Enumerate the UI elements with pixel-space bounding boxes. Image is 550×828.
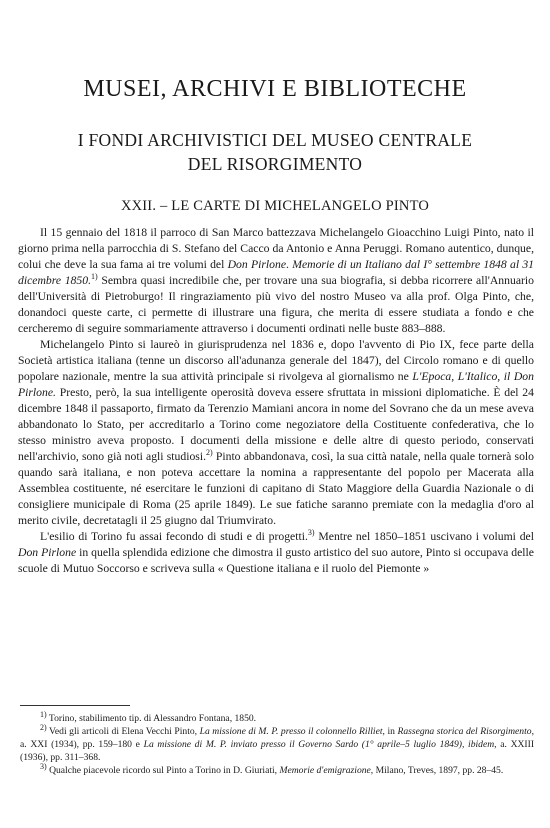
p2-text-e: Pinto abbandonava, così, la sua città natale, nella quale tornerà solo quando sarà italiana, e non poteva accettare la nomina a rappresentante del popolo per Macerata alla Assemblea costituente, né esercitare le funzioni di capitano di Stato Maggiore della Guardia Nazionale o di consigliere municipale di Roma (25 aprile 1849). Le sue fatiche saranno premiate con la medaglia d'oro al merito civile, decretatagli il 25 giugno dal Triumvirato. [18,450,535,527]
section-title: MUSEI, ARCHIVI E BIBLIOTECHE [83,76,467,102]
paragraph-2 [18,337,534,529]
paragraph-1 [18,225,534,337]
fn2-text-c: , in [382,726,398,737]
footnotes [20,709,535,777]
footnote-ref-2: 2) [206,448,213,458]
p1-italic-title: Don Pirlone [227,258,287,271]
article-title-line-2: DEL RISORGIMENTO [187,154,363,174]
article-body [18,225,534,577]
p1-text-a: Il 15 gennaio del 1818 il parroco di San Marco battezzava Michelangelo Gioacchino Luigi Pinto, nato il giorno prima nella parrocchia di S. Stefano del Cacco da Antonio e Anna Peruggi. Romano autentico, dunque, colui che deve la sua fama ai tre volumi del [18,226,534,271]
footnote-1-number: 1) [40,709,47,719]
p3-italic-title: Don Pirlone [18,546,77,559]
footnote-3-number: 3) [40,761,47,771]
article-subtitle: XXII. – LE CARTE DI MICHELANGELO PINTO [120,198,430,214]
p3-text-e: in quella splendida edizione che dimostra il gusto artistico del suo autore, Pinto si occupava delle scuole di Mutuo Soccorso e scriveva sulla « Questione italiana e il ruolo del Piemonte » [18,546,534,575]
p2-italic-journals: L'Epoca, L'Italico, il Don Pirlone. [18,370,534,399]
article-title-line-1: I FONDI ARCHIVISTICI DEL MUSEO CENTRALE [77,130,473,150]
footnote-3 [20,761,534,777]
p1-text-c: . [286,258,293,271]
footnote-divider [20,705,130,706]
paragraph-3 [18,529,534,577]
fn2-text-a: Vedi gli articoli di Elena Vecchi Pinto, [46,726,200,737]
footnote-2 [20,722,535,764]
fn2-text-e: , a. XXI (1934), pp. 159–180 e [20,726,534,750]
fn2-text-g: , a. XXIII (1936), pp. 311–368. [20,739,535,763]
p3-text-a: L'esilio di Torino fu assai fecondo di studi e di progetti. [40,530,308,543]
footnote-2-number: 2) [40,722,47,732]
p2-text-a: Michelangelo Pinto si laureò in giurisprudenza nel 1836 e, dopo l'avvento di Pio IX, fece parte della Società artistica italiana (tenne un discorso all'adunanza generale del 1847), del Circolo romano e di quello popolare nazionale, mentre la sua attività principale si rivolgeva al giornalismo ne [18,338,534,383]
footnote-ref-3: 3) [307,528,315,538]
article-title [0,128,550,176]
p2-text-c: Presto, però, la sua intelligente operosità doveva essere sfruttata in missioni diplomatiche. È del 24 dicembre 1848 il passaporto, firmato da Terenzio Mamiani ancora in nome del Sovrano che da un mese aveva abbandonato lo Stato, per accreditarlo a Torino come negoziatore della Costituente confederativa, che lo stesso ministro aveva proposto. I documenti della missione e delle altre di questo periodo, conservati nell'archivio, sono già noti agli studiosi. [18,386,534,463]
fn2-italic-f: La missione di M. P. inviato presso il Governo Sardo (1° aprile–5 luglio 1849), ibidem [143,739,495,750]
fn3-italic-b: Memorie d'emigrazione [279,765,371,776]
fn3-text-c: , Milano, Treves, 1897, pp. 28–45. [370,765,504,776]
fn2-italic-d: Rassegna storica del Risorgimento [397,726,532,737]
footnote-1 [20,709,534,725]
fn2-italic-b: La missione di M. P. presso il colonnello Rilliet [199,726,383,737]
p3-text-c: Mentre nel 1850–1851 uscivano i volumi del [314,530,534,543]
fn3-text-a: Qualche piacevole ricordo sul Pinto a Torino in D. Giuriati, [46,765,280,776]
footnote-ref-1: 1) [91,272,98,282]
footnote-1-text: Torino, stabilimento tip. di Alessandro Fontana, 1850. [46,713,257,724]
p1-text-f: Sembra quasi incredibile che, per trovare una sua biografia, si debba ricorrere all'Annuario dell'Università di Pietroburgo! Il ringraziamento più vivo del nostro Museo va alla prof. Olga Pinto, che, donandoci queste carte, ci permette di illustrare una figura, che merita di essere studiata a fondo e che cercheremo di seguire sommariamente attraverso i documenti ordinati nelle buste 883–888. [18,274,534,335]
p1-italic-subtitle: Memorie di un Italiano dal I° settembre 1848 al 31 dicembre 1850. [18,258,535,287]
